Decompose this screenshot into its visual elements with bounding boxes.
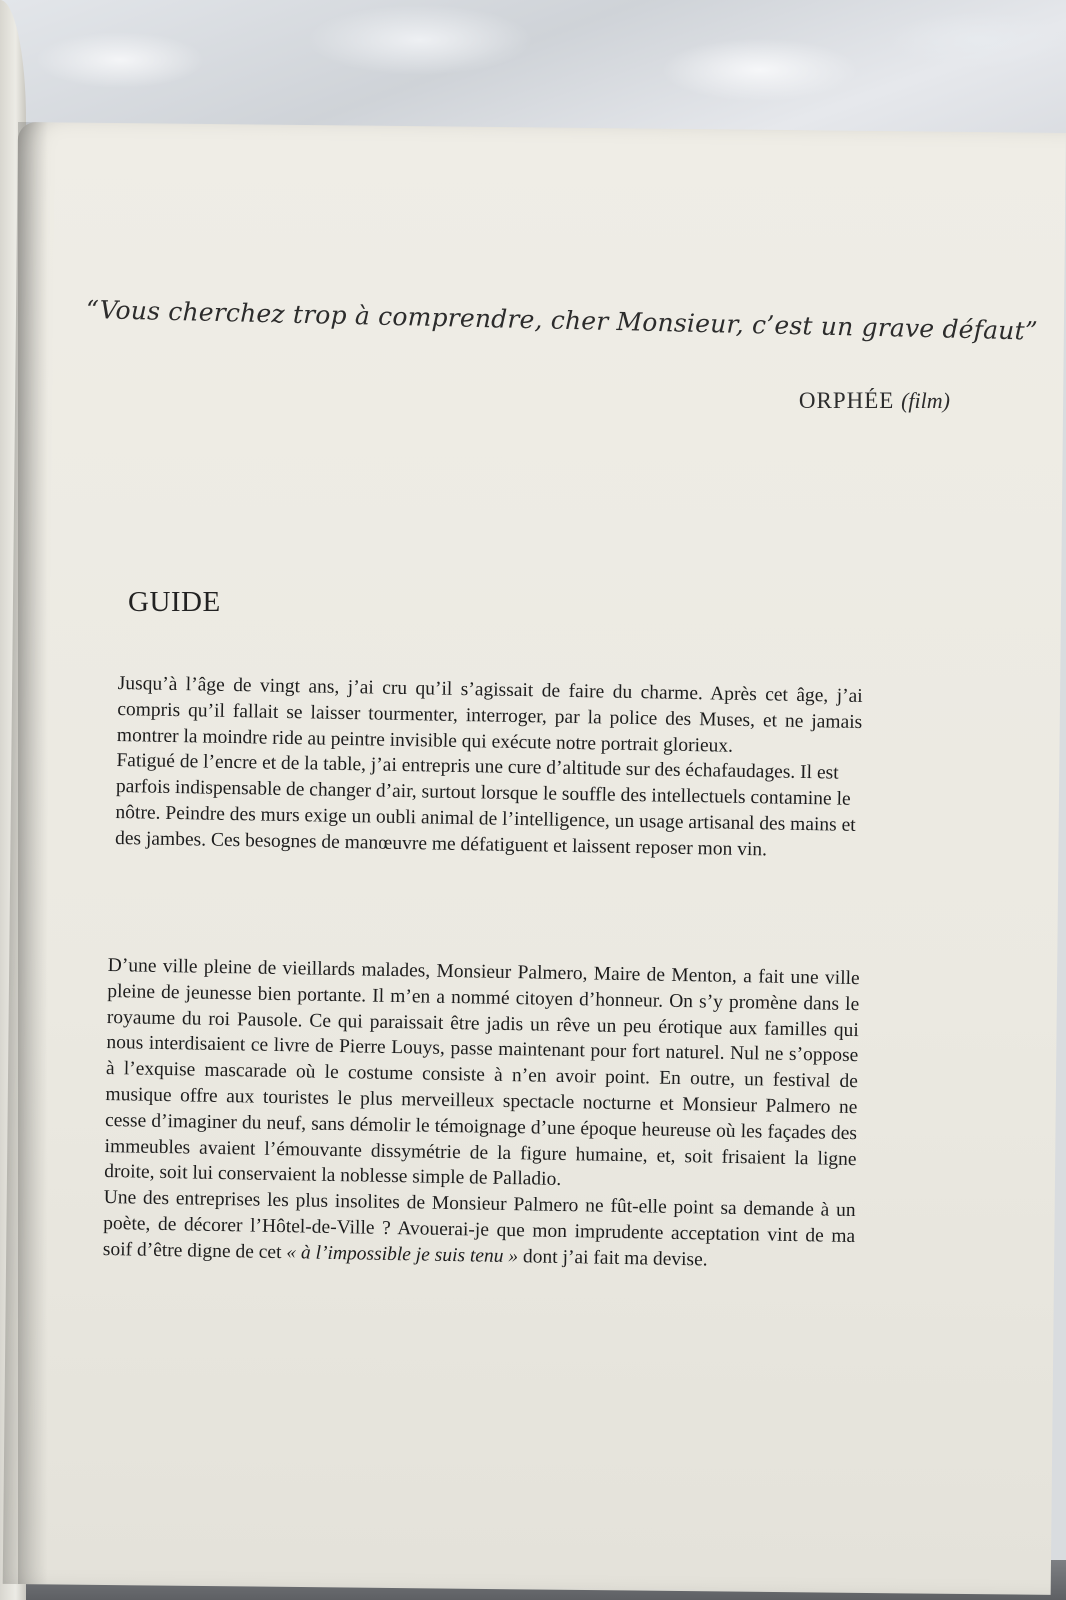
paragraph-text: Une des entreprises les plus insolites de Monsieur Palmero ne fût-elle point sa demande à un poète, de décorer l’Hôtel-de-Ville ? Avouerai-je que mon imprudente acceptation vint de ma soif d’être digne de cet — [102, 1187, 856, 1263]
epigraph-quote: “Vous cherchez trop à comprendre, cher Monsieur, c’est un grave défaut” — [85, 295, 1039, 346]
epigraph-source: (film) — [901, 388, 950, 413]
epigraph-attribution — [730, 388, 950, 414]
motto-italic: « à l’impossible je suis tenu » — [286, 1241, 519, 1267]
text-block-1 — [115, 671, 863, 865]
section-title: GUIDE — [128, 586, 221, 618]
paragraph-text: dont j’ai fait ma devise. — [522, 1246, 708, 1271]
paragraph — [103, 1185, 856, 1276]
paragraph: Fatigué de l’encre et de la table, j’ai entrepris une cure d’altitude sur des échafaudages. Il est parfois indispensable de changer d’air, surtout lorsque le souffle des intellectuels contamine le nôtre. Peindre des murs exige un oubli animal de l’intelligence, un usage artisanal des mains et des jambes. Ces besognes de manœuvre me défatiguent et laissent reposer mon vin. — [114, 750, 856, 861]
gutter-shadow — [18, 122, 48, 1584]
text-block-2 — [103, 953, 860, 1276]
paragraph: D’une ville pleine de vieillards malades, Monsieur Palmero, Maire de Menton, a fait une ville pleine de jeunesse bien portante. Il m’en a nommé citoyen d’honneur. On s’y promène dans le royaume du roi Pausole. Ce qui paraissait être jadis un rêve un peu érotique aux familles qui nous interdisaient ce livre de Pierre Louys, passe maintenant pour fort naturel. Nul ne s’oppose à l’exquise mascarade où le costume consiste à n’en avoir point. En outre, un festival de musique offre aux touristes le plus merveilleux spectacle nocturne et Monsieur Palmero ne cesse d’imaginer du neuf, sans démolir le témoignage d’une époque heureuse où les façades des immeubles avaient l’émouvante dissymétrie de la figure humaine, et, soit frisaient la ligne droite, soit lui conservaient la noblesse simple de Palladio. — [103, 954, 860, 1191]
epigraph-author: ORPHÉE — [798, 388, 895, 413]
paragraph: Jusqu’à l’âge de vingt ans, j’ai cru qu’il s’agissait de faire du charme. Après cet âge, j’ai compris qu’il fallait se laisser tourmenter, interroger, par la police des Muses, et ne jamais montrer la moindre ride au peintre invisible qui exécute notre portrait glorieux. — [116, 672, 863, 757]
